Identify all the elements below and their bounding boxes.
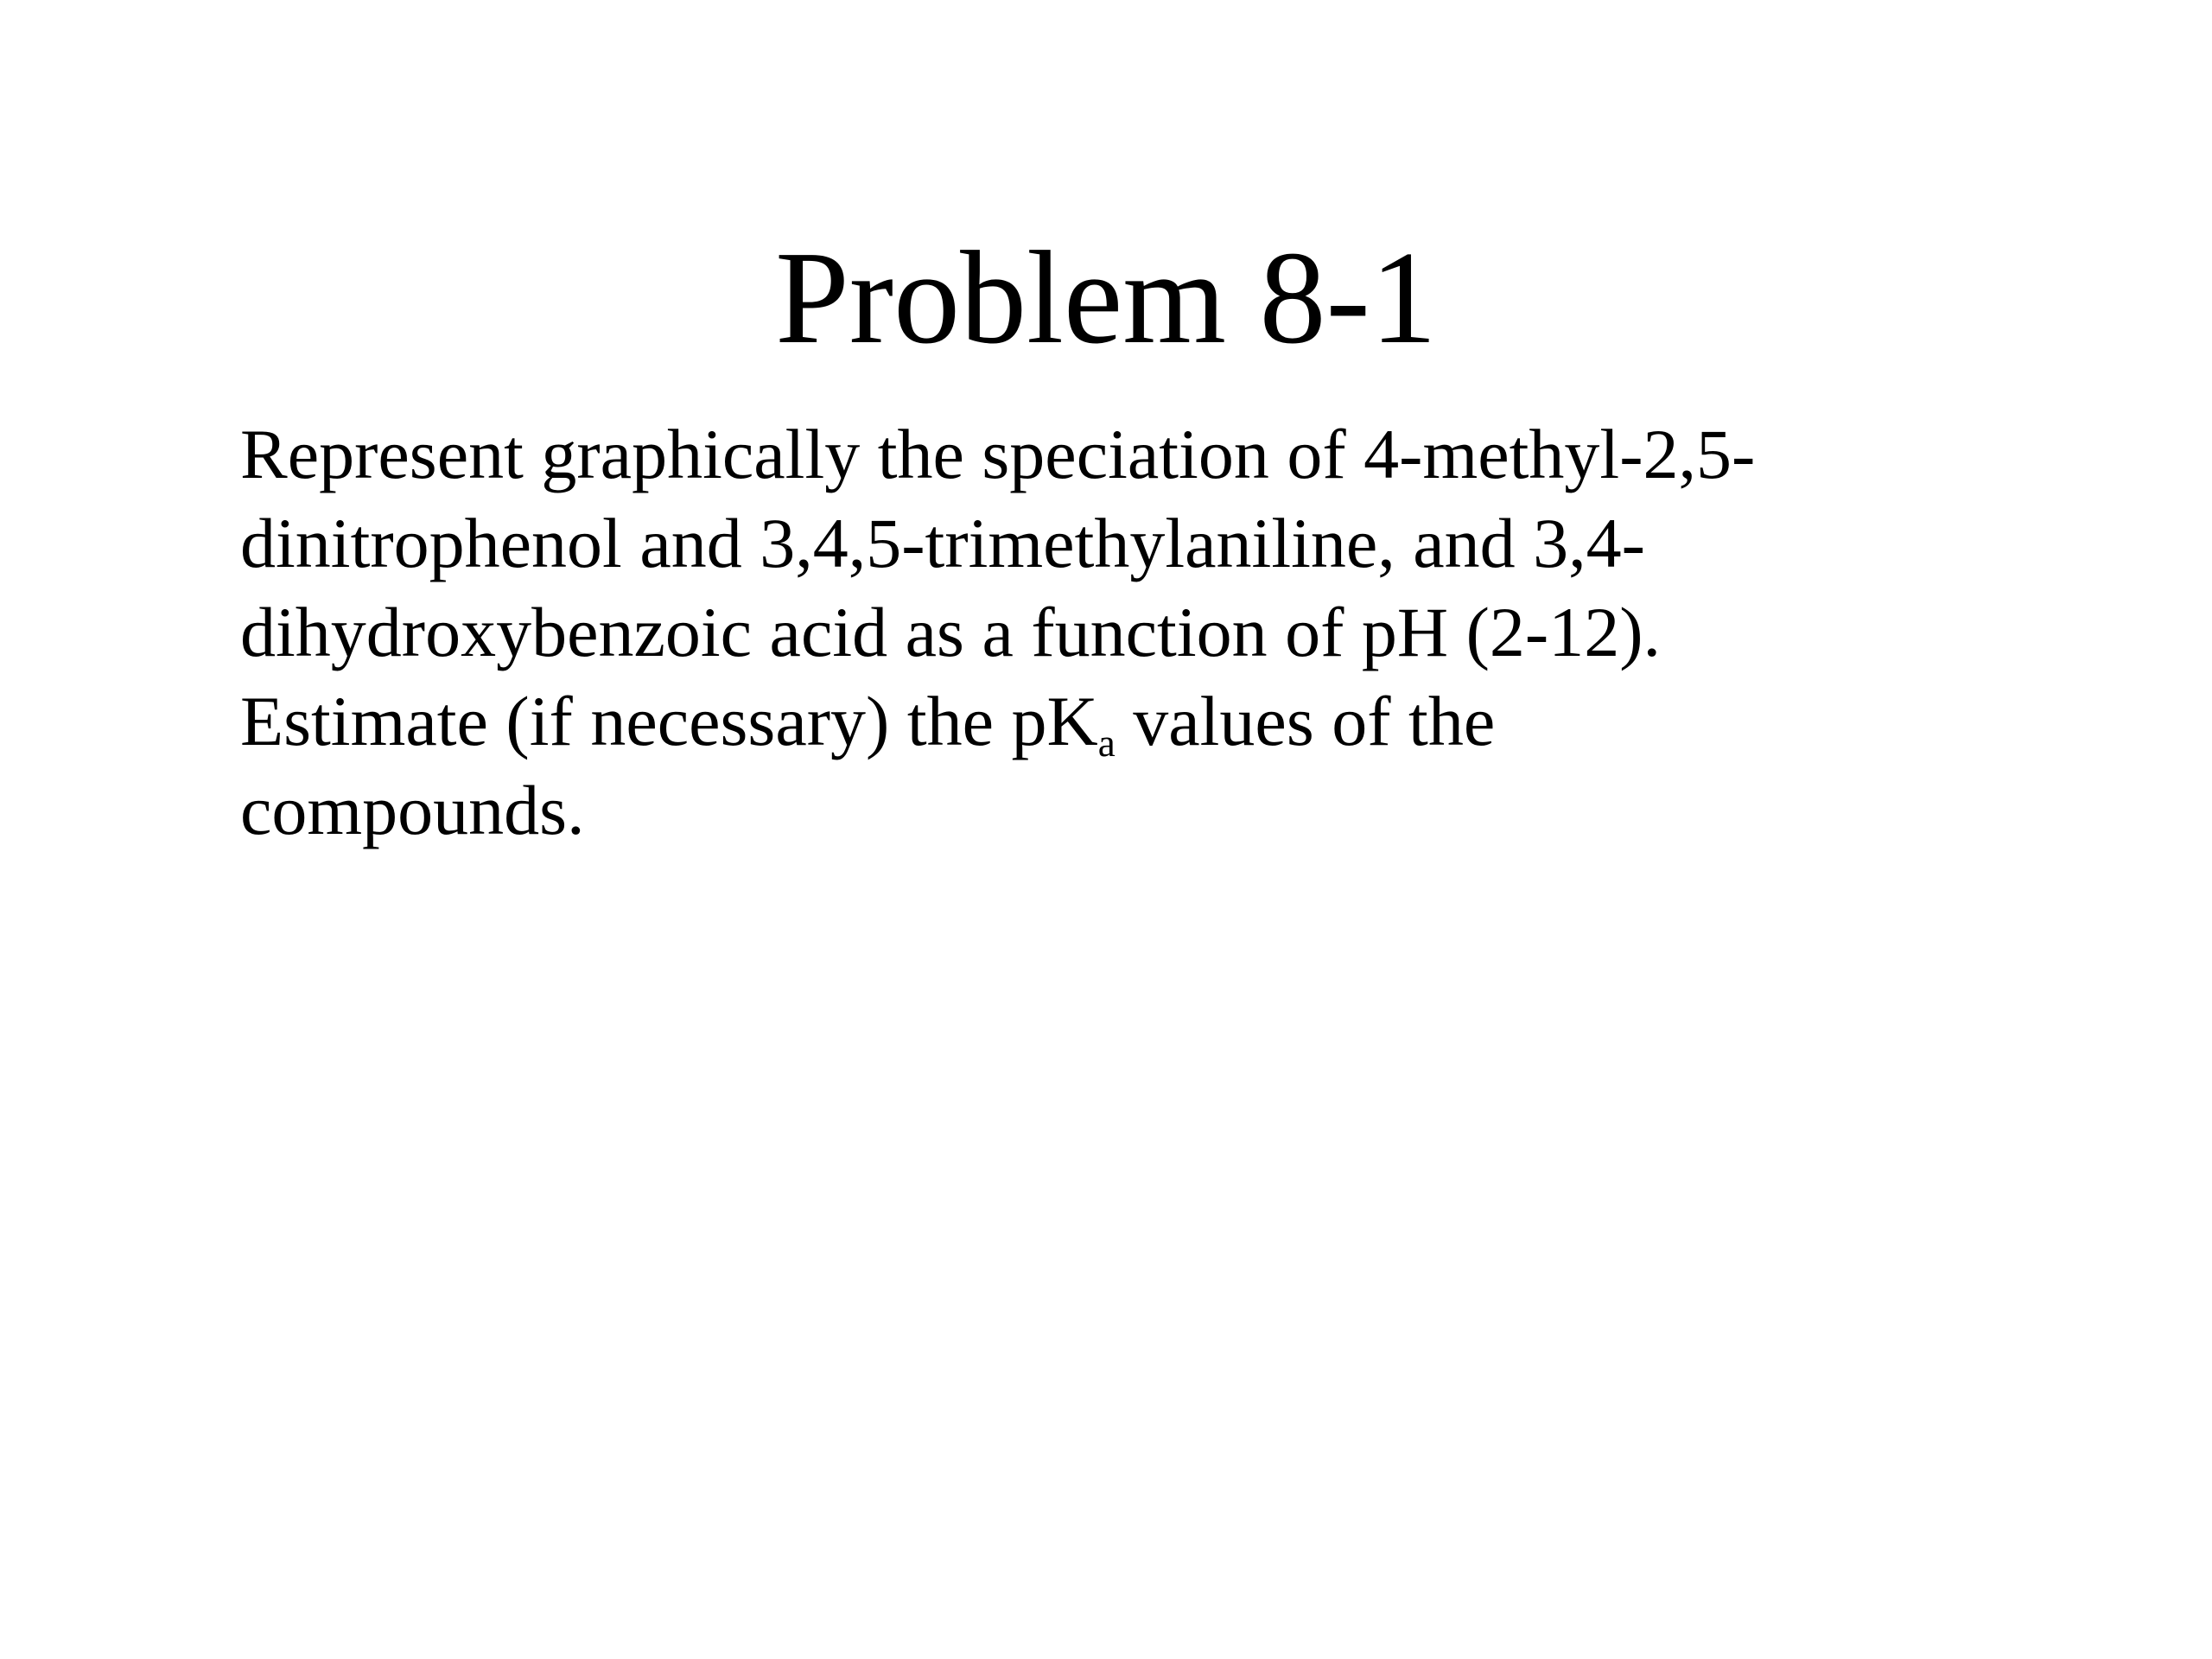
slide-title: Problem 8-1 — [775, 225, 1437, 372]
problem-text-line-2: dinitrophenol and 3,4,5-trimethylaniline, and 3,4- — [240, 504, 1645, 582]
line-4-end: values of the — [1115, 682, 1496, 760]
problem-text-line-4 — [240, 677, 2124, 766]
problem-text-line-1: Represent graphically the speciation of 4-methyl-2,5- — [240, 415, 1756, 493]
pka-subscript: a — [1097, 721, 1116, 765]
problem-text-line-3: dihydroxybenzoic acid as a function of pH (2-12). — [240, 593, 1662, 671]
problem-text-line-5: compounds. — [240, 771, 585, 849]
problem-text — [240, 410, 2124, 855]
line-4-start: Estimate (if necessary) the pK — [240, 682, 1098, 760]
